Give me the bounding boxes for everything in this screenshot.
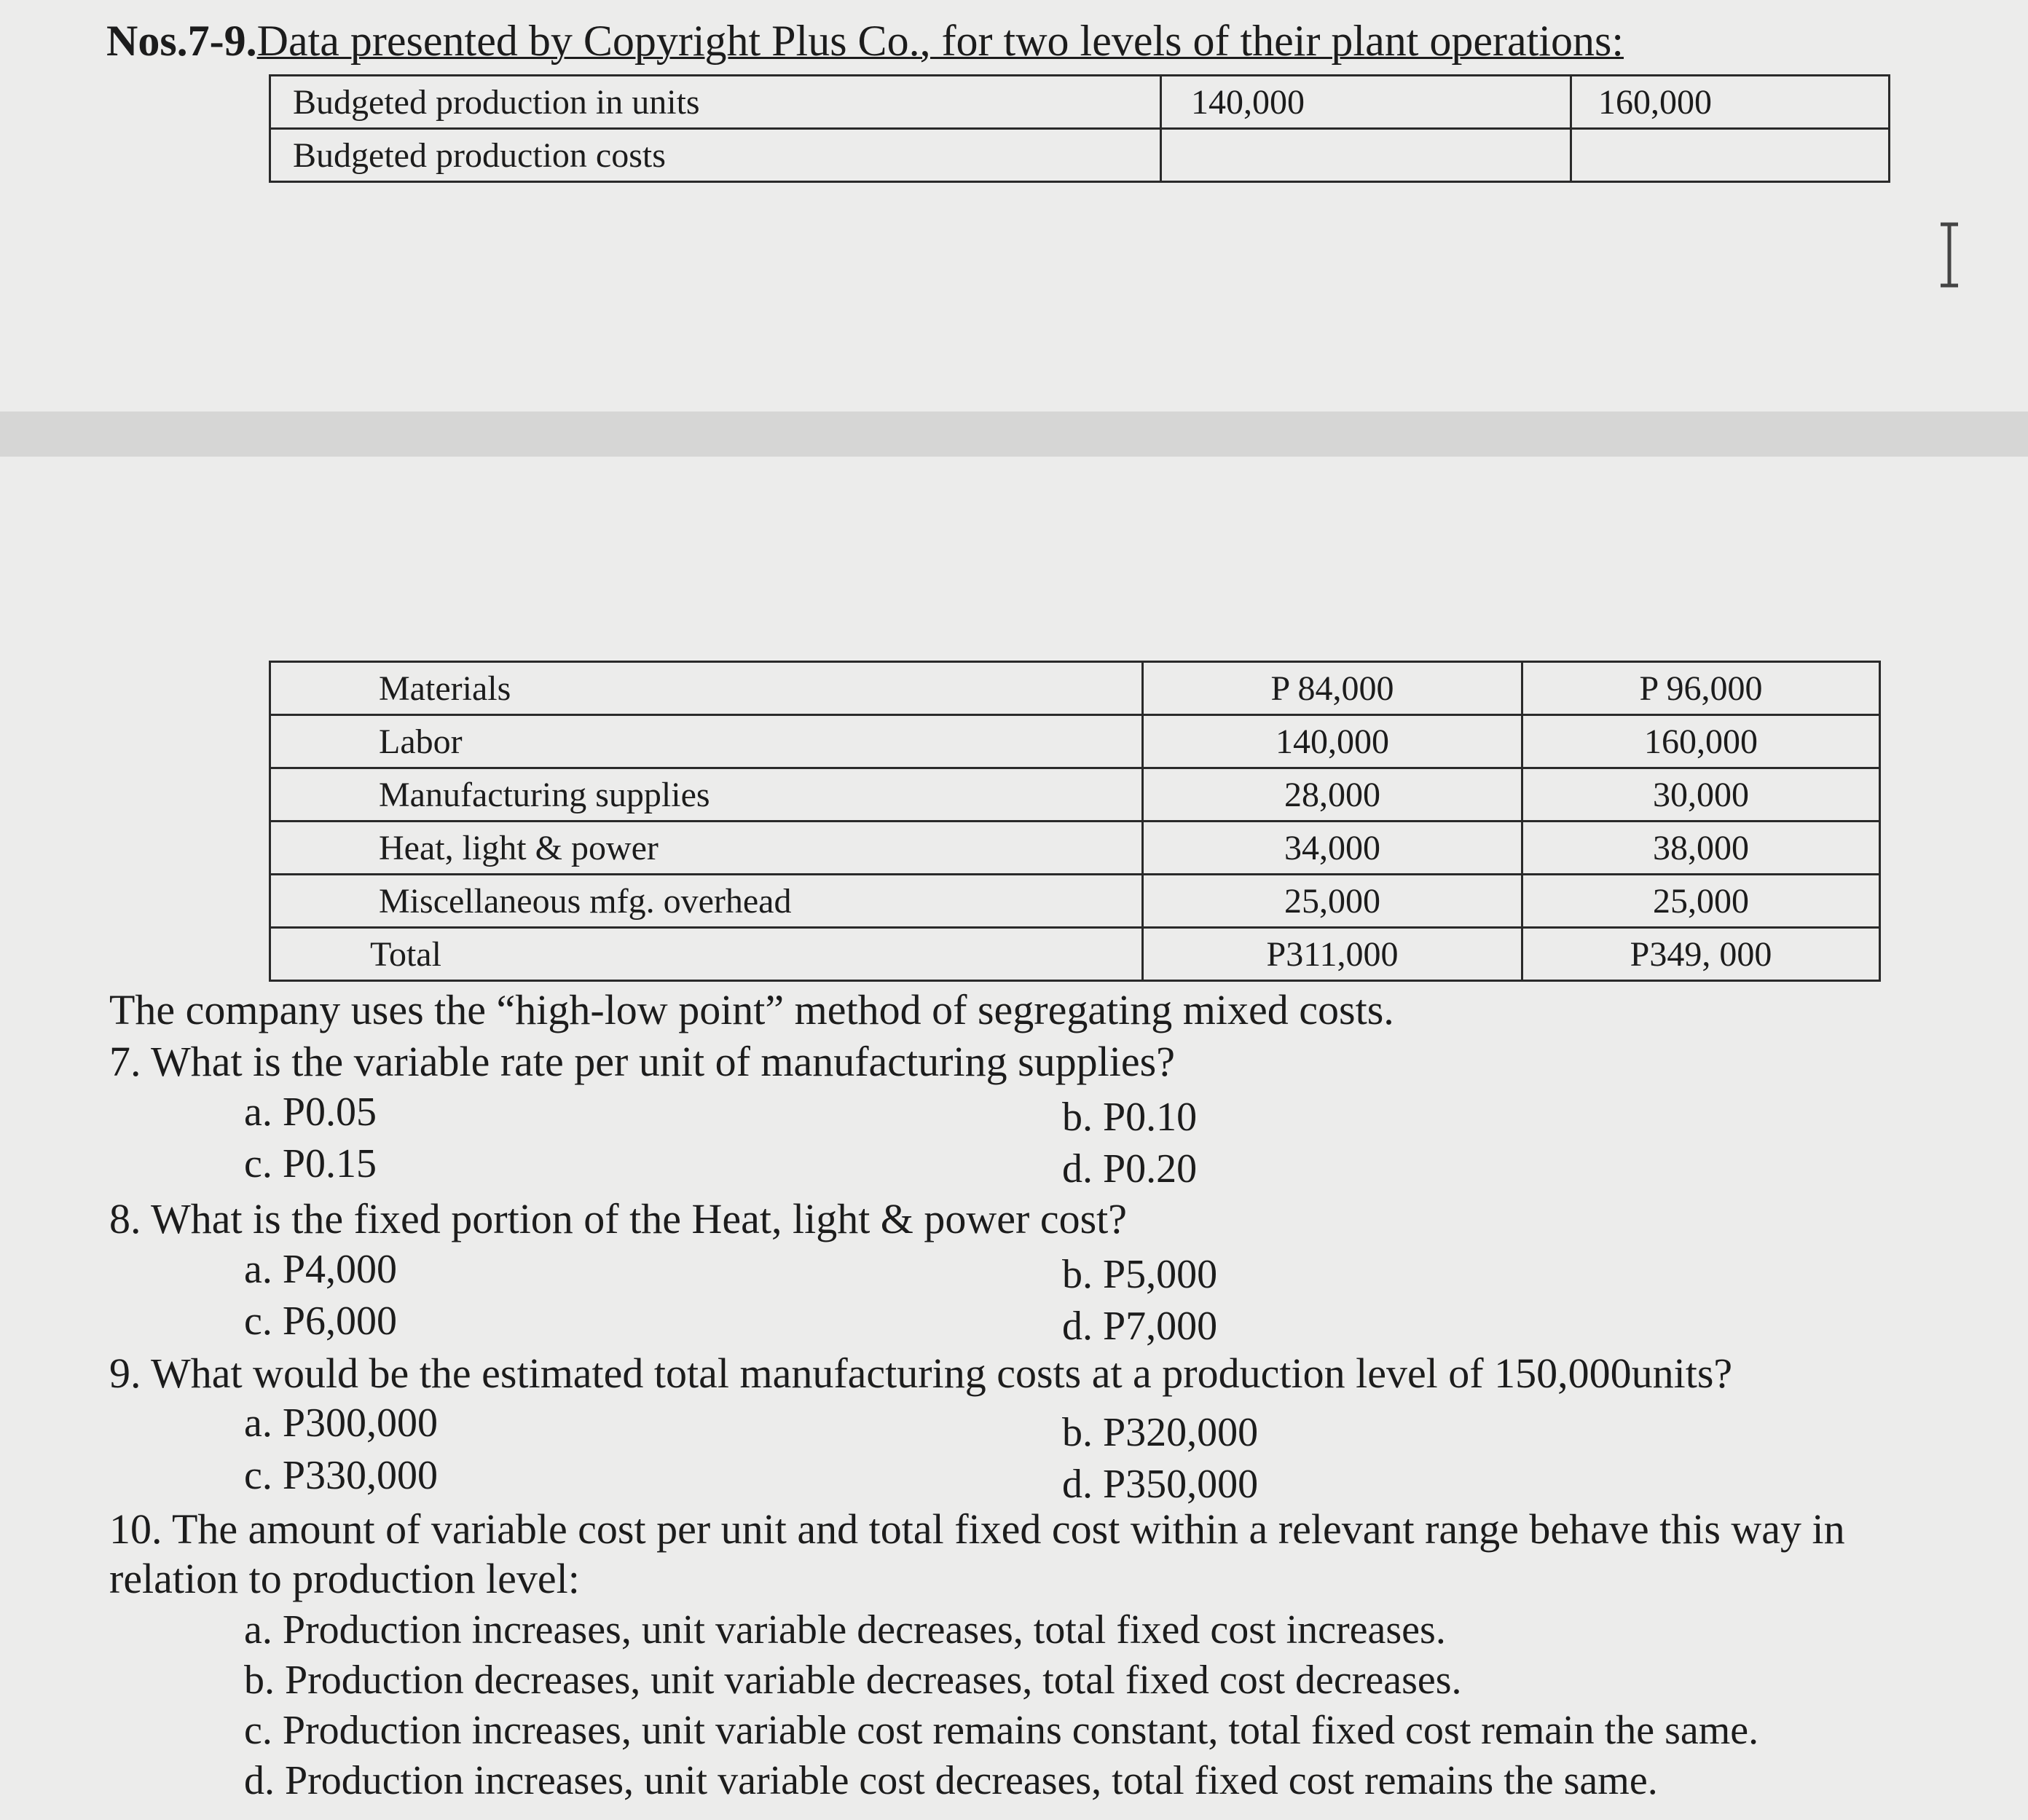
table-row xyxy=(270,822,1880,875)
row-label: Materials xyxy=(270,662,1143,715)
high-level-cell: 38,000 xyxy=(1522,822,1880,875)
question-8-option-a[interactable]: a. P4,000 xyxy=(244,1247,397,1292)
low-level-cell: 28,000 xyxy=(1143,768,1522,822)
question-9-text: 9. What would be the estimated total manufacturing costs at a production level of 150,000units? xyxy=(109,1350,1733,1397)
row-label: Heat, light & power xyxy=(270,822,1143,875)
high-level-cell: 160,000 xyxy=(1522,715,1880,768)
low-level-cell xyxy=(1161,129,1571,182)
question-7-option-b[interactable]: b. P0.10 xyxy=(1062,1095,1198,1140)
method-note: The company uses the “high-low point” method of segregating mixed costs. xyxy=(109,986,1394,1033)
table-row xyxy=(270,129,1890,182)
question-9-option-b[interactable]: b. P320,000 xyxy=(1062,1410,1259,1455)
high-level-cell xyxy=(1571,129,1890,182)
row-label: Miscellaneous mfg. overhead xyxy=(270,875,1143,928)
table-row xyxy=(270,875,1880,928)
question-10-text: 10. The amount of variable cost per unit and total fixed cost within a relevant range behave this way in xyxy=(109,1505,1845,1553)
table-row-total xyxy=(270,928,1880,981)
question-8-option-b[interactable]: b. P5,000 xyxy=(1062,1252,1218,1297)
question-9-option-c[interactable]: c. P330,000 xyxy=(244,1453,438,1498)
question-10-option-d[interactable]: d. Production increases, unit variable cost decreases, total fixed cost remains the same. xyxy=(244,1758,1658,1803)
question-7-option-d[interactable]: d. P0.20 xyxy=(1062,1146,1198,1191)
low-level-cell: P 84,000 xyxy=(1143,662,1522,715)
row-label: Manufacturing supplies xyxy=(270,768,1143,822)
table-row xyxy=(270,76,1890,129)
row-label: Labor xyxy=(270,715,1143,768)
question-8-option-d[interactable]: d. P7,000 xyxy=(1062,1304,1218,1349)
question-8-text: 8. What is the fixed portion of the Heat, light & power cost? xyxy=(109,1195,1128,1242)
table-row xyxy=(270,662,1880,715)
question-7-option-c[interactable]: c. P0.15 xyxy=(244,1141,377,1186)
question-7-text: 7. What is the variable rate per unit of manufacturing supplies? xyxy=(109,1038,1175,1085)
production-costs-table xyxy=(269,661,1881,982)
question-9-option-d[interactable]: d. P350,000 xyxy=(1062,1462,1259,1507)
high-level-cell: P349, 000 xyxy=(1522,928,1880,981)
question-10-option-c[interactable]: c. Production increases, unit variable cost remains constant, total fixed cost remain the same. xyxy=(244,1708,1759,1753)
high-level-cell: 160,000 xyxy=(1571,76,1890,129)
question-7-option-a[interactable]: a. P0.05 xyxy=(244,1090,377,1135)
table-row xyxy=(270,715,1880,768)
section-divider xyxy=(0,411,2028,457)
low-level-cell: 34,000 xyxy=(1143,822,1522,875)
title-text: Data presented by Copyright Plus Co., for two levels of their plant operations: xyxy=(256,17,1624,65)
high-level-cell: 25,000 xyxy=(1522,875,1880,928)
low-level-cell: 140,000 xyxy=(1143,715,1522,768)
text-cursor-icon xyxy=(1927,218,1971,291)
question-9-option-a[interactable]: a. P300,000 xyxy=(244,1401,438,1446)
question-10-text-continued: relation to production level: xyxy=(109,1555,580,1602)
low-level-cell: 140,000 xyxy=(1161,76,1571,129)
table-row xyxy=(270,768,1880,822)
question-8-option-c[interactable]: c. P6,000 xyxy=(244,1299,397,1344)
low-level-cell: P311,000 xyxy=(1143,928,1522,981)
row-label: Total xyxy=(270,928,1143,981)
question-10-option-b[interactable]: b. Production decreases, unit variable decreases, total fixed cost decreases. xyxy=(244,1658,1462,1703)
question-10-option-a[interactable]: a. Production increases, unit variable decreases, total fixed cost increases. xyxy=(244,1607,1446,1652)
page-title xyxy=(106,16,1624,66)
production-levels-table xyxy=(269,74,1890,183)
high-level-cell: 30,000 xyxy=(1522,768,1880,822)
row-label: Budgeted production costs xyxy=(270,129,1161,182)
low-level-cell: 25,000 xyxy=(1143,875,1522,928)
question-range: Nos.7-9. xyxy=(106,17,257,65)
high-level-cell: P 96,000 xyxy=(1522,662,1880,715)
row-label: Budgeted production in units xyxy=(270,76,1161,129)
